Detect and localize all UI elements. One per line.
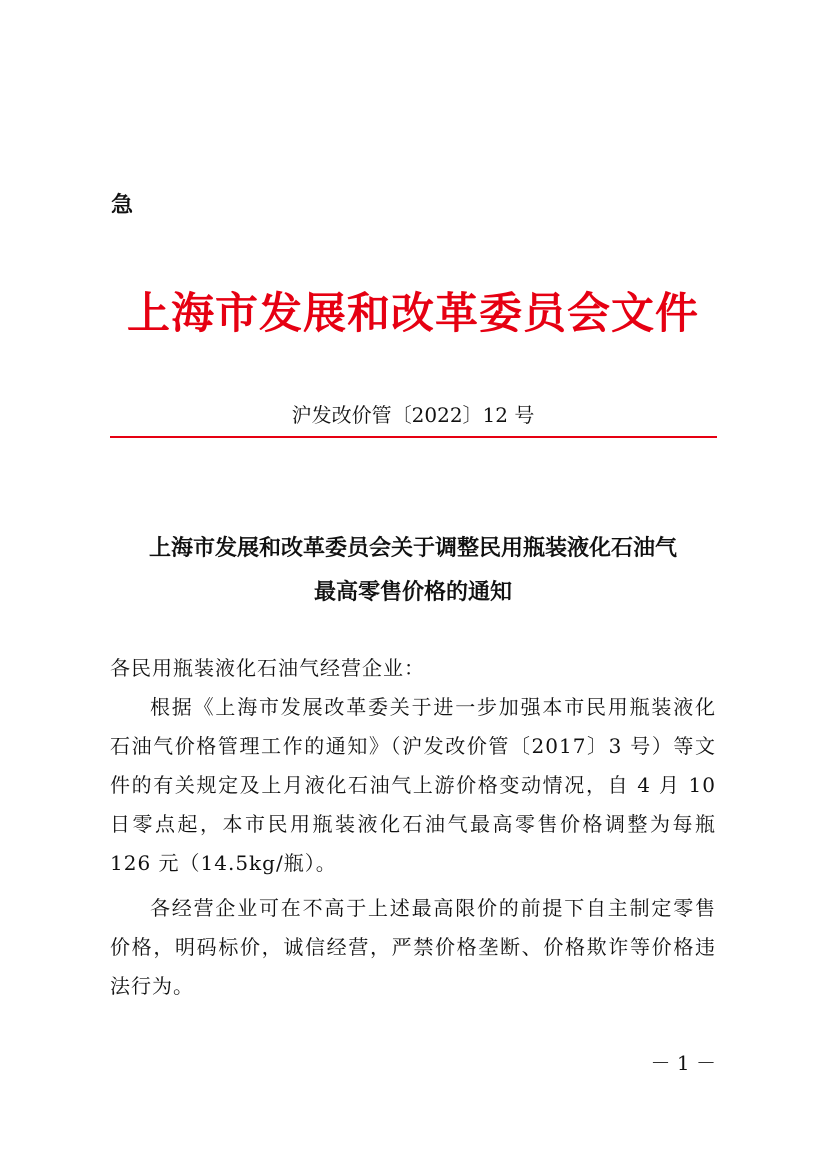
body-paragraph-2: 各经营企业可在不高于上述最高限价的前提下自主制定零售价格，明码标价，诚信经营，严禁价格垄断、价格欺诈等价格违法行为。 xyxy=(110,896,716,998)
notice-title-line-1: 上海市发展和改革委员会关于调整民用瓶装液化石油气 xyxy=(148,535,677,561)
notice-title-line-2: 最高零售价格的通知 xyxy=(313,579,512,605)
urgency-mark: 急 xyxy=(111,192,134,218)
notice-body xyxy=(110,649,716,1006)
notice-title xyxy=(110,526,716,614)
salutation: 各民用瓶装液化石油气经营企业： xyxy=(110,656,425,680)
page-number: － 1 － xyxy=(650,1051,716,1075)
issuer-header: 上海市发展和改革委员会文件 xyxy=(127,289,699,339)
document-number: 沪发改价管〔2022〕12 号 xyxy=(291,403,535,427)
red-divider-line xyxy=(110,436,717,438)
body-paragraph-1: 根据《上海市发展改革委关于进一步加强本市民用瓶装液化石油气价格管理工作的通知》（沪发改价管〔2017〕3 号）等文件的有关规定及上月液化石油气上游价格变动情况，自 4 月 10 日零点起，本市民用瓶装液化石油气最高零售价格调整为每瓶 126 元（14.5kg/瓶）。 xyxy=(110,695,716,875)
